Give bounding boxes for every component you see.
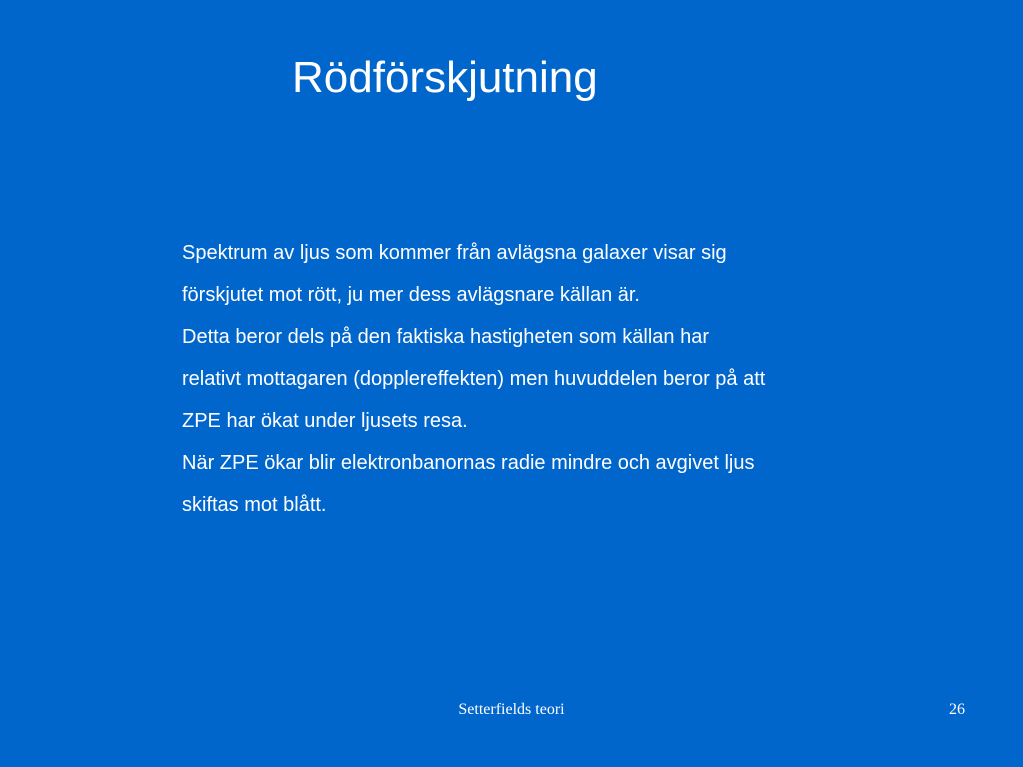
body-line: Spektrum av ljus som kommer från avlägsna galaxer visar sig — [182, 242, 727, 264]
body-line: När ZPE ökar blir elektronbanornas radie mindre och avgivet ljus — [182, 452, 755, 474]
slide-footer: Setterfields teori — [458, 701, 565, 718]
body-line: förskjutet mot rött, ju mer dess avlägsnare källan är. — [182, 284, 640, 306]
body-line: skiftas mot blått. — [182, 494, 327, 516]
page-number: 26 — [949, 701, 965, 718]
slide-body — [182, 232, 882, 526]
body-line: relativt mottagaren (dopplereffekten) men huvuddelen beror på att — [182, 368, 766, 390]
body-line: ZPE har ökat under ljusets resa. — [182, 410, 468, 432]
slide-title: Rödförskjutning — [292, 53, 598, 102]
body-line: Detta beror dels på den faktiska hastigheten som källan har — [182, 326, 709, 348]
